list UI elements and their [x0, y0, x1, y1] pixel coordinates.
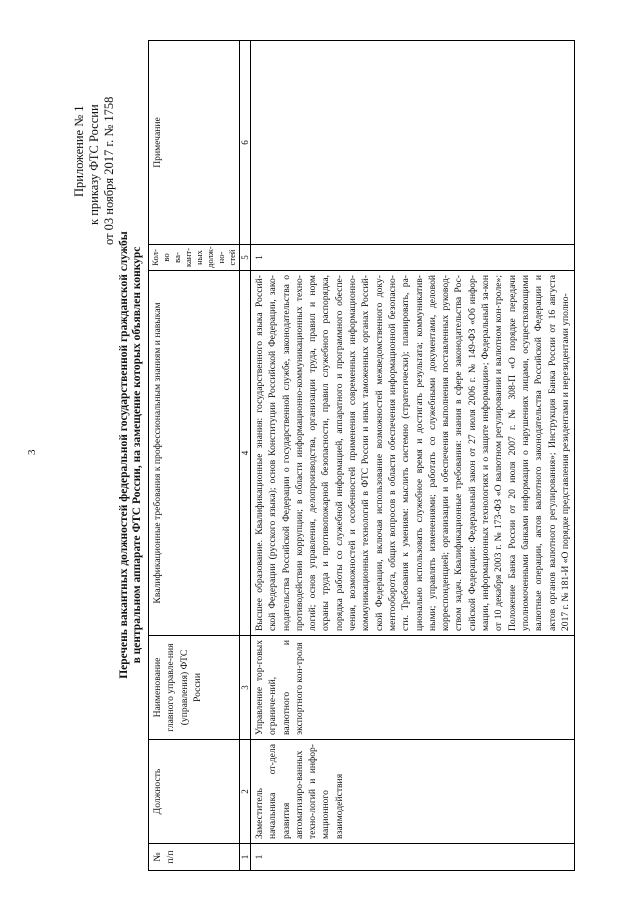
row-requirements: Высшее образование. Квалификационные знания: государственного языка Россий-ской Федерации (русского языка); основ Конституции Российской Федерации, зако-нодательства Российской Федерации о государственной службе, законодательства о противодействии коррупции; в области информационно-коммуникационных техно-логий; основ управления, делопроизводства, организации труда, правил и норм охраны труда и противопожарной безопасности, правил служебного распорядка, порядка работы со служебной информацией, аппаратного и программного обеспе-чения, возможностей и особенностей применения современных информационно-коммуникационных технологий в ФТС России и иных таможенных органах Россий-ской Федерации, включая использование возможностей межведомственного доку-ментооборота, общих вопросов в области обеспечения информационной безопасно-сти. Требования к умениям: мыслить системно (стратегически); планировать, ра-ционально использовать служебное время и достигать результата; коммуникатив-ными; управлять изменениями; работать со служебными документами, деловой корреспонденцией; организации и обеспечения выполнения поставленных руковод-ством задач. Квалификационные требования: знания в сфере законодательства Рос-сийской Федерации: Федеральный закон от 27 июля 2006 г. № 149-ФЗ «Об инфор-мации, информационных технологиях и о защите информации»; Федеральный за-кон от 10 декабря 2003 г. № 173-ФЗ «О валютном регулировании и валютном кон-троле»; Положение Банка России от 20 июля 2007 г. № 308-П «О порядке передачи уполномоченными банками информации о нарушениях лицами, осуществляющими валютные операции, актов валютного законодательства Российской Федерации и актов органов валютного регулирования»; Инструкция Банка России от 16 августа 2017 г. № 181-И «О порядке представления резидентами и нерезидентами уполно-	[251, 271, 575, 636]
row-num: 1	[251, 844, 575, 871]
title-line-2: в центральном аппарате ФТС России, на замещение которых объявлен конкурс	[131, 246, 143, 664]
header-note: Примечание	[149, 41, 240, 245]
row-note	[251, 41, 575, 245]
vacancies-table	[148, 40, 575, 871]
col-number-3: 3	[240, 636, 251, 740]
appendix-line-1: Приложение № 1	[72, 105, 86, 197]
appendix-line-3: от 03 ноября 2017 г. № 1758	[102, 96, 116, 245]
header-count: Кол-во ва-кант-ных долж-но-стей	[149, 245, 240, 271]
column-number-row	[240, 41, 251, 871]
title-line-1: Перечень вакантных должностей федеральной государственной гражданской службы	[118, 231, 130, 679]
appendix-header	[72, 35, 117, 255]
header-position: Должность	[149, 740, 240, 844]
appendix-line-2: к приказу ФТС России	[87, 104, 101, 225]
header-requirements: Квалификационные требования к профессиональным знаниям и навыкам	[149, 271, 240, 636]
col-number-6: 6	[240, 41, 251, 245]
col-number-1: 1	[240, 844, 251, 871]
header-row	[149, 41, 240, 871]
row-position: Заместитель начальника от-дела развития автоматизиро-ванных техно-логий и инфор-мационного взаимодействия	[251, 740, 575, 844]
col-number-2: 2	[240, 740, 251, 844]
col-number-5: 5	[240, 245, 251, 271]
row-count: 1	[251, 245, 575, 271]
row-department: Управление тор-говых ограниче-ний, валютного и экспортного кон-троля	[251, 636, 575, 740]
col-number-4: 4	[240, 271, 251, 636]
header-num: № п/п	[149, 844, 240, 871]
table-row	[251, 41, 575, 871]
document-title	[118, 205, 144, 705]
page-number: 3	[26, 449, 38, 455]
header-department: Наименование главного управле-ния (управления) ФТС России	[149, 636, 240, 740]
